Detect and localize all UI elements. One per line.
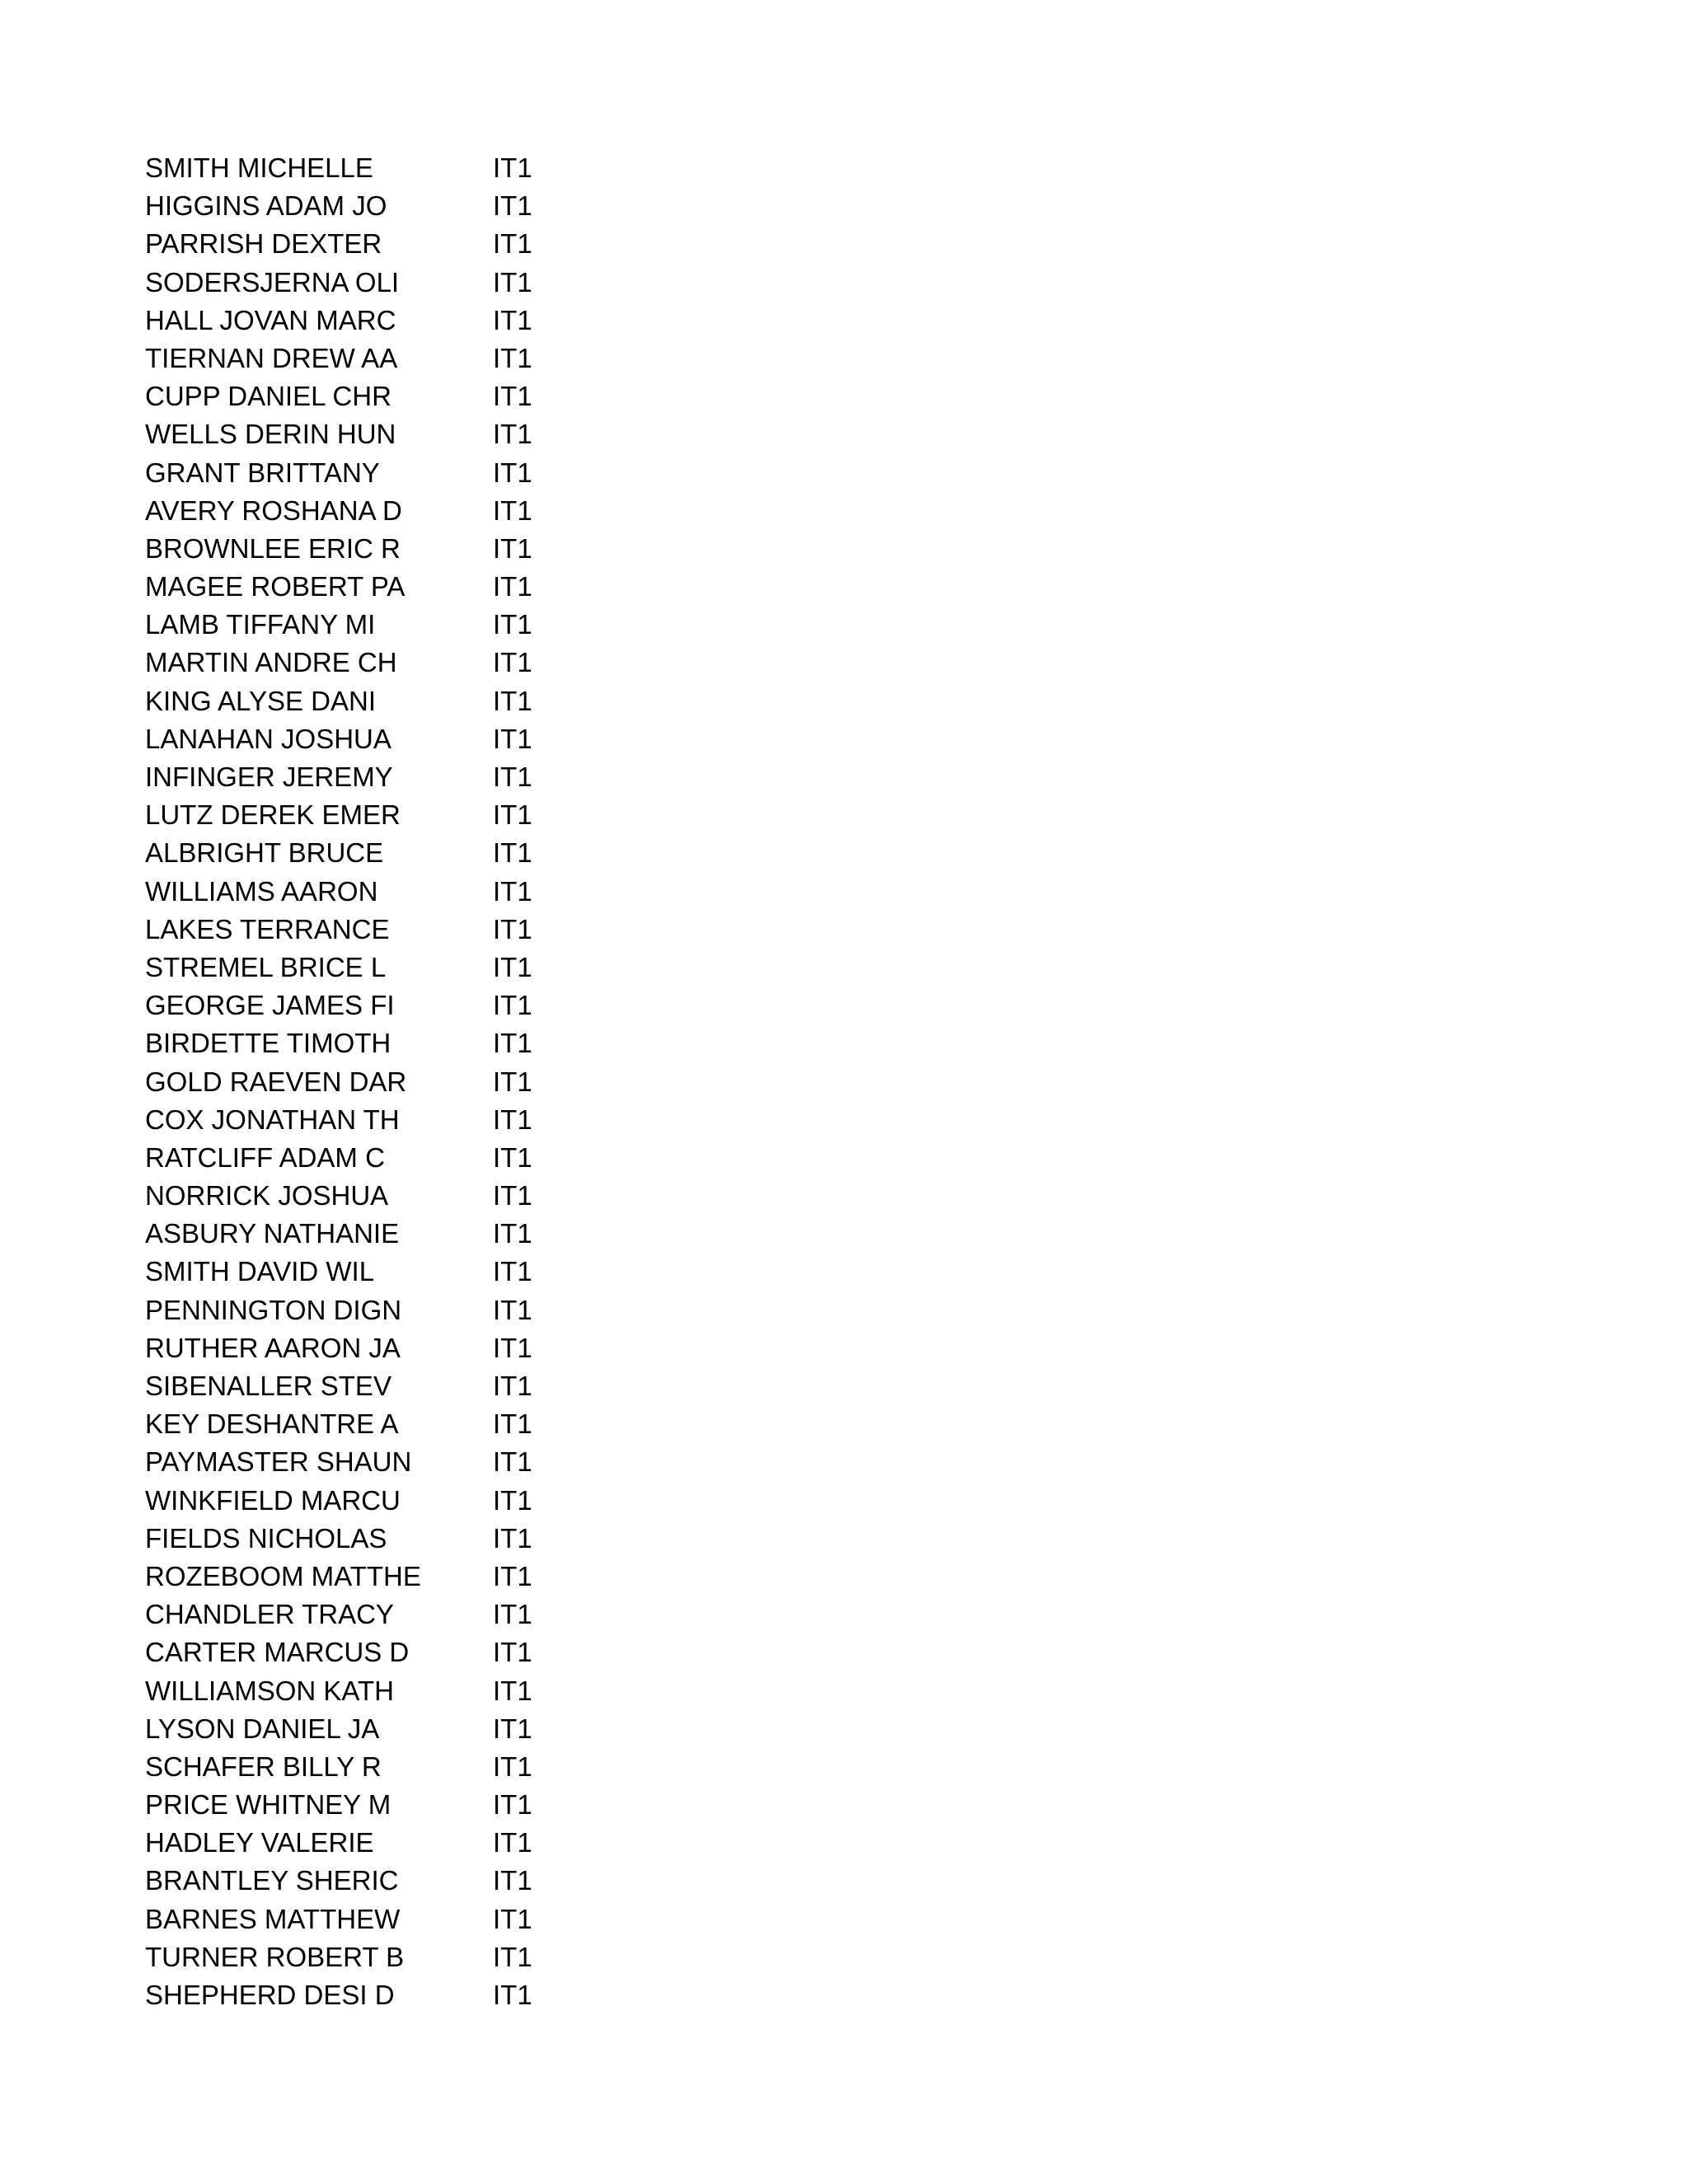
list-item bbox=[145, 720, 640, 758]
person-name: PRICE WHITNEY M bbox=[145, 1789, 392, 1821]
list-item bbox=[145, 796, 640, 834]
rate-code: IT1 bbox=[493, 228, 532, 260]
rate-code: IT1 bbox=[493, 1408, 532, 1440]
list-item bbox=[145, 1215, 640, 1253]
roster-list bbox=[145, 149, 640, 2014]
person-name: COX JONATHAN TH bbox=[145, 1104, 400, 1135]
rate-code: IT1 bbox=[493, 1180, 532, 1212]
rate-code: IT1 bbox=[493, 1865, 532, 1896]
list-item bbox=[145, 454, 640, 492]
rate-code: IT1 bbox=[493, 1522, 532, 1554]
list-item bbox=[145, 834, 640, 872]
rate-code: IT1 bbox=[493, 1294, 532, 1325]
list-item bbox=[145, 377, 640, 415]
list-item bbox=[145, 1482, 640, 1520]
list-item bbox=[145, 1976, 640, 2014]
list-item bbox=[145, 758, 640, 796]
person-name: WILLIAMS AARON bbox=[145, 875, 378, 907]
rate-code: IT1 bbox=[493, 762, 532, 792]
rate-code: IT1 bbox=[493, 152, 532, 183]
list-item bbox=[145, 1786, 640, 1824]
rate-code: IT1 bbox=[493, 1903, 532, 1934]
person-name: PAYMASTER SHAUN bbox=[145, 1446, 412, 1478]
list-item bbox=[145, 1405, 640, 1443]
rate-code: IT1 bbox=[493, 1980, 532, 2010]
person-name: TURNER ROBERT B bbox=[145, 1941, 405, 1972]
person-name: LUTZ DEREK EMER bbox=[145, 799, 401, 831]
person-name: PENNINGTON DIGN bbox=[145, 1294, 402, 1325]
rate-code: IT1 bbox=[493, 875, 532, 907]
rate-code: IT1 bbox=[493, 304, 532, 335]
list-item bbox=[145, 606, 640, 644]
person-name: GEORGE JAMES FI bbox=[145, 990, 395, 1021]
rate-code: IT1 bbox=[493, 1560, 532, 1591]
rate-code: IT1 bbox=[493, 532, 532, 564]
person-name: SMITH DAVID WIL bbox=[145, 1256, 375, 1287]
list-item bbox=[145, 1900, 640, 1938]
person-name: CARTER MARCUS D bbox=[145, 1637, 410, 1668]
person-name: BROWNLEE ERIC R bbox=[145, 532, 401, 564]
person-name: HIGGINS ADAM JO bbox=[145, 190, 387, 222]
person-name: INFINGER JEREMY bbox=[145, 762, 393, 792]
list-item bbox=[145, 1024, 640, 1062]
rate-code: IT1 bbox=[493, 457, 532, 488]
rate-code: IT1 bbox=[493, 951, 532, 982]
list-item bbox=[145, 149, 640, 187]
person-name: RUTHER AARON JA bbox=[145, 1332, 401, 1363]
list-item bbox=[145, 1367, 640, 1405]
person-name: LYSON DANIEL JA bbox=[145, 1713, 380, 1744]
rate-code: IT1 bbox=[493, 1218, 532, 1249]
person-name: ASBURY NATHANIE bbox=[145, 1218, 400, 1249]
list-item bbox=[145, 1139, 640, 1177]
rate-code: IT1 bbox=[493, 1675, 532, 1706]
rate-code: IT1 bbox=[493, 1599, 532, 1630]
list-item bbox=[145, 873, 640, 911]
person-name: ALBRIGHT BRUCE bbox=[145, 837, 384, 869]
list-item bbox=[145, 1177, 640, 1215]
rate-code: IT1 bbox=[493, 799, 532, 831]
rate-code: IT1 bbox=[493, 571, 532, 602]
list-item bbox=[145, 264, 640, 302]
list-item bbox=[145, 225, 640, 263]
person-name: SIBENALLER STEV bbox=[145, 1371, 392, 1401]
person-name: KING ALYSE DANI bbox=[145, 685, 376, 716]
person-name: TIERNAN DREW AA bbox=[145, 342, 398, 373]
person-name: HALL JOVAN MARC bbox=[145, 304, 396, 335]
rate-code: IT1 bbox=[493, 685, 532, 716]
list-item bbox=[145, 949, 640, 987]
list-item bbox=[145, 1633, 640, 1671]
rate-code: IT1 bbox=[493, 990, 532, 1021]
rate-code: IT1 bbox=[493, 837, 532, 869]
person-name: RATCLIFF ADAM C bbox=[145, 1141, 385, 1173]
list-item bbox=[145, 911, 640, 949]
rate-code: IT1 bbox=[493, 647, 532, 678]
rate-code: IT1 bbox=[493, 1141, 532, 1173]
rate-code: IT1 bbox=[493, 266, 532, 298]
rate-code: IT1 bbox=[493, 1028, 532, 1059]
rate-code: IT1 bbox=[493, 494, 532, 526]
person-name: BRANTLEY SHERIC bbox=[145, 1865, 399, 1896]
rate-code: IT1 bbox=[493, 1789, 532, 1821]
person-name: SMITH MICHELLE bbox=[145, 152, 373, 183]
list-item bbox=[145, 568, 640, 606]
rate-code: IT1 bbox=[493, 609, 532, 640]
list-item bbox=[145, 1824, 640, 1862]
list-item bbox=[145, 1520, 640, 1558]
rate-code: IT1 bbox=[493, 723, 532, 754]
person-name: FIELDS NICHOLAS bbox=[145, 1522, 387, 1554]
person-name: BIRDETTE TIMOTH bbox=[145, 1028, 392, 1059]
rate-code: IT1 bbox=[493, 342, 532, 373]
person-name: WINKFIELD MARCU bbox=[145, 1484, 401, 1516]
person-name: BARNES MATTHEW bbox=[145, 1903, 401, 1934]
rate-code: IT1 bbox=[493, 913, 532, 944]
rate-code: IT1 bbox=[493, 190, 532, 222]
list-item bbox=[145, 1710, 640, 1748]
person-name: SHEPHERD DESI D bbox=[145, 1980, 395, 2010]
list-item bbox=[145, 1329, 640, 1367]
rate-code: IT1 bbox=[493, 1750, 532, 1782]
rate-code: IT1 bbox=[493, 1827, 532, 1858]
person-name: MARTIN ANDRE CH bbox=[145, 647, 397, 678]
person-name: CHANDLER TRACY bbox=[145, 1599, 394, 1630]
person-name: CUPP DANIEL CHR bbox=[145, 381, 392, 412]
person-name: GOLD RAEVEN DAR bbox=[145, 1066, 407, 1097]
person-name: STREMEL BRICE L bbox=[145, 951, 387, 982]
list-item bbox=[145, 1748, 640, 1786]
list-item bbox=[145, 1938, 640, 1976]
list-item bbox=[145, 1101, 640, 1139]
person-name: GRANT BRITTANY bbox=[145, 457, 380, 488]
person-name: LAMB TIFFANY MI bbox=[145, 609, 376, 640]
list-item bbox=[145, 340, 640, 377]
list-item bbox=[145, 1862, 640, 1900]
person-name: AVERY ROSHANA D bbox=[145, 494, 402, 526]
list-item bbox=[145, 682, 640, 720]
person-name: MAGEE ROBERT PA bbox=[145, 571, 406, 602]
list-item bbox=[145, 644, 640, 682]
rate-code: IT1 bbox=[493, 381, 532, 412]
rate-code: IT1 bbox=[493, 1371, 532, 1401]
list-item bbox=[145, 1672, 640, 1710]
list-item bbox=[145, 1596, 640, 1633]
rate-code: IT1 bbox=[493, 1484, 532, 1516]
list-item bbox=[145, 530, 640, 568]
list-item bbox=[145, 302, 640, 340]
rate-code: IT1 bbox=[493, 419, 532, 450]
person-name: SCHAFER BILLY R bbox=[145, 1750, 382, 1782]
list-item bbox=[145, 492, 640, 530]
rate-code: IT1 bbox=[493, 1637, 532, 1668]
list-item bbox=[145, 1443, 640, 1481]
rate-code: IT1 bbox=[493, 1332, 532, 1363]
person-name: WELLS DERIN HUN bbox=[145, 419, 396, 450]
list-item bbox=[145, 415, 640, 453]
list-item bbox=[145, 987, 640, 1024]
person-name: WILLIAMSON KATH bbox=[145, 1675, 394, 1706]
rate-code: IT1 bbox=[493, 1941, 532, 1972]
person-name: LANAHAN JOSHUA bbox=[145, 723, 392, 754]
person-name: PARRISH DEXTER bbox=[145, 228, 382, 260]
person-name: HADLEY VALERIE bbox=[145, 1827, 374, 1858]
person-name: ROZEBOOM MATTHE bbox=[145, 1560, 421, 1591]
person-name: SODERSJERNA OLI bbox=[145, 266, 400, 298]
list-item bbox=[145, 1063, 640, 1101]
rate-code: IT1 bbox=[493, 1446, 532, 1478]
rate-code: IT1 bbox=[493, 1256, 532, 1287]
rate-code: IT1 bbox=[493, 1104, 532, 1135]
person-name: KEY DESHANTRE A bbox=[145, 1408, 399, 1440]
rate-code: IT1 bbox=[493, 1066, 532, 1097]
person-name: NORRICK JOSHUA bbox=[145, 1180, 389, 1212]
list-item bbox=[145, 187, 640, 225]
list-item bbox=[145, 1291, 640, 1329]
list-item bbox=[145, 1253, 640, 1291]
list-item bbox=[145, 1558, 640, 1596]
rate-code: IT1 bbox=[493, 1713, 532, 1744]
person-name: LAKES TERRANCE bbox=[145, 913, 390, 944]
